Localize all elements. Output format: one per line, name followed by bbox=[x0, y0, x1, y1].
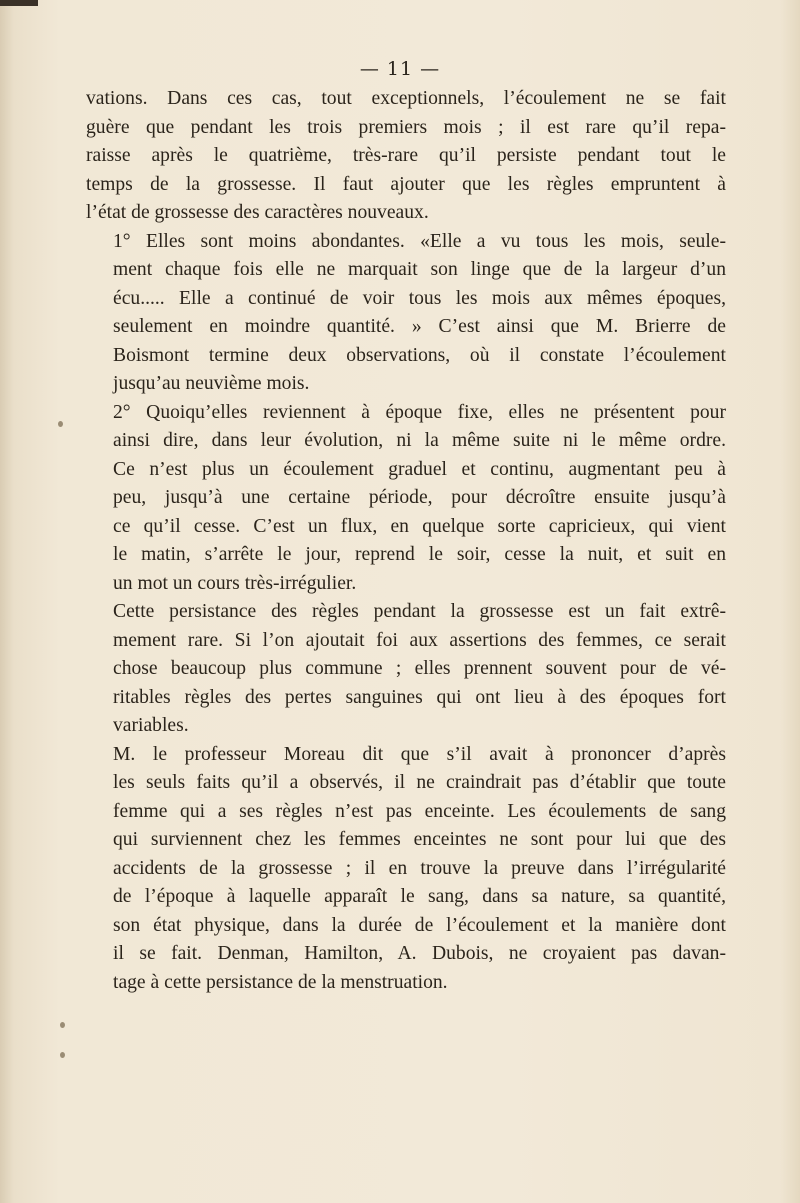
text-line: seulement en moindre quantité. » C’est ainsi que M. Brierre de bbox=[113, 316, 726, 337]
text-line: jusqu’au neuvième mois. bbox=[113, 373, 310, 394]
text-line: qui surviennent chez les femmes enceintes ne sont pour lui que des bbox=[113, 829, 726, 850]
text-line: ritables règles des pertes sanguines qui ont lieu à des époques fort bbox=[113, 686, 726, 708]
text-line: le matin, s’arrête le jour, reprend le soir, cesse la nuit, et suit en bbox=[113, 544, 726, 565]
paper-speck bbox=[58, 421, 63, 427]
text-line: variables. bbox=[113, 715, 189, 736]
text-line: Ce n’est plus un écoulement graduel et continu, augmentant peu à bbox=[113, 458, 726, 480]
text-line: vations. Dans ces cas, tout exceptionnels, l’écoulement ne se fait bbox=[86, 88, 726, 109]
text-line: peu, jusqu’à une certaine période, pour décroître ensuite jusqu’à bbox=[113, 487, 726, 508]
text-line: de l’époque à laquelle apparaît le sang, dans sa nature, sa quantité, bbox=[113, 886, 726, 907]
text-line: ainsi dire, dans leur évolution, ni la même suite ni le même ordre. bbox=[113, 430, 726, 451]
text-line: ment chaque fois elle ne marquait son linge que de la largeur d’un bbox=[113, 259, 726, 280]
text-line: chose beaucoup plus commune ; elles prennent souvent pour de vé- bbox=[113, 658, 726, 679]
paragraph-5 bbox=[86, 741, 726, 998]
text-line: Cette persistance des règles pendant la grossesse est un fait extrê- bbox=[113, 601, 726, 622]
text-line: son état physique, dans la durée de l’écoulement et la manière dont bbox=[113, 914, 726, 936]
text-line: les seuls faits qu’il a observés, il ne craindrait pas d’établir que toute bbox=[113, 772, 726, 793]
text-line: 2° Quoiqu’elles reviennent à époque fixe, elles ne présentent pour bbox=[113, 401, 726, 423]
text-line: Boismont termine deux observations, où il constate l’écoulement bbox=[113, 344, 726, 366]
text-line: il se fait. Denman, Hamilton, A. Dubois, ne croyaient pas davan- bbox=[113, 943, 726, 964]
text-line: guère que pendant les trois premiers mois ; il est rare qu’il repa- bbox=[86, 116, 726, 138]
text-line: l’état de grossesse des caractères nouveaux. bbox=[86, 202, 429, 223]
text-line: temps de la grossesse. Il faut ajouter que les règles empruntent à bbox=[86, 173, 726, 195]
text-line: un mot un cours très-irrégulier. bbox=[113, 572, 357, 594]
paper-speck bbox=[60, 1022, 65, 1028]
text-line: femme qui a ses règles n’est pas enceinte. Les écoulements de sang bbox=[113, 800, 726, 822]
text-line: raisse après le quatrième, très-rare qu’il persiste pendant tout le bbox=[86, 145, 726, 166]
body-text bbox=[86, 85, 726, 997]
scan-corner-mark bbox=[0, 0, 38, 6]
paragraph-2 bbox=[86, 228, 726, 399]
text-line: ce qu’il cesse. C’est un flux, en quelque sorte capricieux, qui vient bbox=[113, 515, 726, 537]
paragraph-3 bbox=[86, 399, 726, 599]
paper-speck bbox=[60, 1052, 65, 1058]
text-line: accidents de la grossesse ; il en trouve la preuve dans l’irrégularité bbox=[113, 857, 726, 879]
text-line: mement rare. Si l’on ajoutait foi aux assertions des femmes, ce serait bbox=[113, 629, 726, 651]
text-line: 1° Elles sont moins abondantes. «Elle a vu tous les mois, seule- bbox=[113, 230, 726, 252]
text-line: tage à cette persistance de la menstruation. bbox=[113, 971, 448, 993]
text-line: écu..... Elle a continué de voir tous les mois aux mêmes époques, bbox=[113, 287, 726, 309]
paragraph-1 bbox=[86, 85, 726, 228]
paragraph-4 bbox=[86, 598, 726, 741]
page-number: — 11 — bbox=[359, 58, 441, 80]
text-line: M. le professeur Moreau dit que s’il avait à prononcer d’après bbox=[113, 743, 726, 765]
